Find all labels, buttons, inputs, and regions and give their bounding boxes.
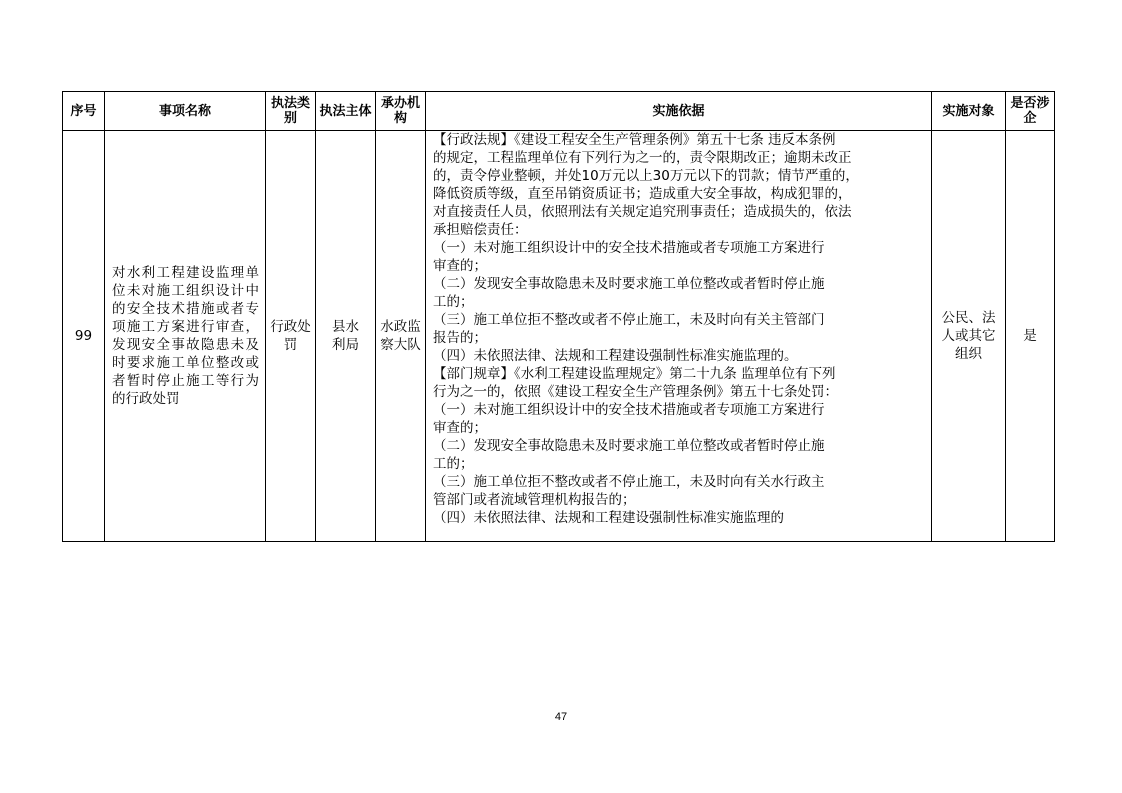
header-number: 序号 <box>63 92 105 131</box>
header-row <box>63 92 1055 131</box>
page-number: 47 <box>554 711 568 723</box>
basis-line: 报告的； <box>433 330 487 346</box>
cell-enforcement-subject: 县水利局 <box>316 131 376 542</box>
basis-line: 审查的； <box>433 420 487 436</box>
basis-line: 对直接责任人员，依照刑法有关规定追究刑事责任；造成损失的，依法 <box>433 204 852 220</box>
basis-line: （三）施工单位拒不整改或者不停止施工，未及时向有关主管部门 <box>433 312 825 328</box>
header-basis: 实施依据 <box>426 92 932 131</box>
cell-enforcement-category: 行政处罚 <box>266 131 316 542</box>
header-handling-agency: 承办机构 <box>376 92 426 131</box>
table-row <box>63 131 1055 542</box>
basis-line: 审查的； <box>433 258 487 274</box>
cell-involves-enterprise: 是 <box>1006 131 1055 542</box>
basis-line: 工的； <box>433 456 474 472</box>
basis-line: （一）未对施工组织设计中的安全技术措施或者专项施工方案进行 <box>433 240 825 256</box>
cell-number: 99 <box>63 131 105 542</box>
basis-line: 【行政法规】《建设工程安全生产管理条例》第五十七条 违反本条例 <box>433 132 836 148</box>
basis-line: （三）施工单位拒不整改或者不停止施工，未及时向有关水行政主 <box>433 474 825 490</box>
cell-item-name: 对水利工程建设监理单位未对施工组织设计中的安全技术措施或者专项施工方案进行审查，发现安全事故隐患未及时要求施工单位整改或者暂时停止施工等行为的行政处罚 <box>105 131 266 542</box>
header-enforcement-subject: 执法主体 <box>316 92 376 131</box>
cell-basis <box>426 131 932 542</box>
basis-line: （二）发现安全事故隐患未及时要求施工单位整改或者暂时停止施 <box>433 276 825 292</box>
basis-line: 的，责令停业整顿，并处10万元以上30万元以下的罚款；情节严重的， <box>433 168 859 184</box>
basis-line: （四）未依照法律、法规和工程建设强制性标准实施监理的 <box>433 510 784 526</box>
enforcement-table <box>62 91 1055 542</box>
basis-line: （一）未对施工组织设计中的安全技术措施或者专项施工方案进行 <box>433 402 825 418</box>
basis-line: 行为之一的，依照《建设工程安全生产管理条例》第五十七条处罚： <box>433 384 838 400</box>
basis-line: 降低资质等级，直至吊销资质证书；造成重大安全事故，构成犯罪的， <box>433 186 852 202</box>
basis-line: 的规定，工程监理单位有下列行为之一的，责令限期改正；逾期未改正 <box>433 150 852 166</box>
header-enforcement-category: 执法类别 <box>266 92 316 131</box>
header-item-name: 事项名称 <box>105 92 266 131</box>
cell-target: 公民、法人或其它组织 <box>932 131 1006 542</box>
basis-line: 工的； <box>433 294 474 310</box>
basis-line: （四）未依照法律、法规和工程建设强制性标准实施监理的。 <box>433 348 798 364</box>
basis-line: （二）发现安全事故隐患未及时要求施工单位整改或者暂时停止施 <box>433 438 825 454</box>
header-target: 实施对象 <box>932 92 1006 131</box>
header-involves-enterprise: 是否涉企 <box>1006 92 1055 131</box>
basis-line: 承担赔偿责任： <box>433 222 528 238</box>
basis-line: 管部门或者流域管理机构报告的； <box>433 492 636 508</box>
cell-handling-agency: 水政监察大队 <box>376 131 426 542</box>
basis-line: 【部门规章】《水利工程建设监理规定》第二十九条 监理单位有下列 <box>433 366 836 382</box>
